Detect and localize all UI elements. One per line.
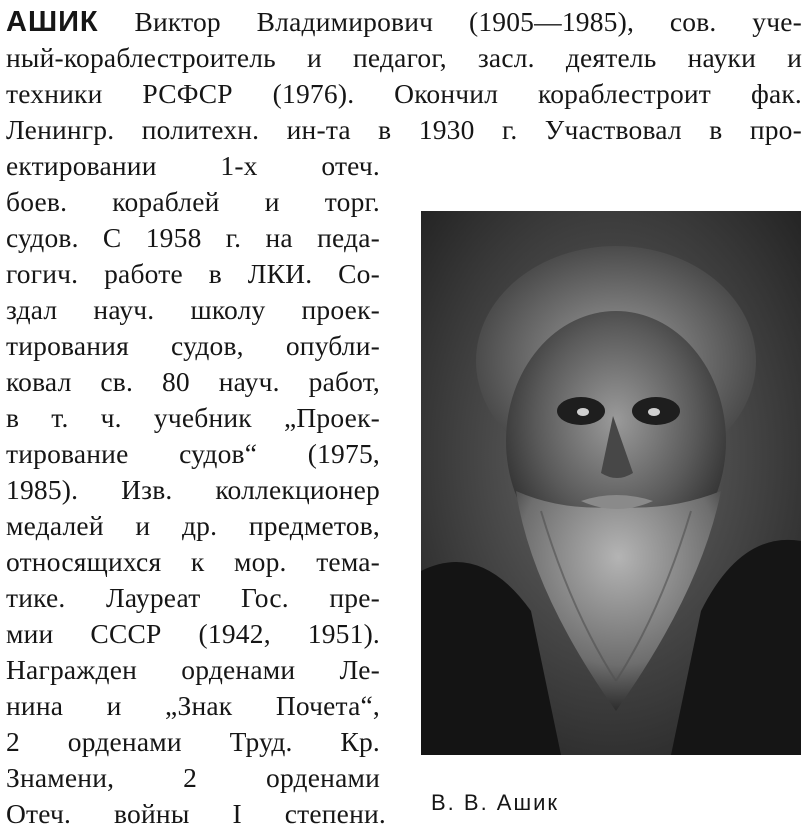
headword: АШИК xyxy=(6,6,99,38)
column-line: боев. кораблей и торг. xyxy=(6,186,380,217)
column-line: гогич. работе в ЛКИ. Со- xyxy=(6,258,380,289)
column-line: тирование судов“ (1975, xyxy=(6,438,380,469)
column-line: судов. С 1958 г. на педа- xyxy=(6,222,380,253)
column-line: тике. Лауреат Гос. пре- xyxy=(6,582,380,613)
portrait-caption: В. В. Ашик xyxy=(431,790,560,815)
text-line-4: Ленингр. политехн. ин-та в 1930 г. Участвовал в про- xyxy=(6,114,802,145)
column-line: нина и „Знак Почета“, xyxy=(6,690,380,721)
text-line-1 xyxy=(6,4,802,40)
column-line: 1985). Изв. коллекционер xyxy=(6,474,380,505)
column-line: мии СССР (1942, 1951). xyxy=(6,618,380,649)
column-line: в т. ч. учебник „Проек- xyxy=(6,402,380,433)
column-line: Награжден орденами Ле- xyxy=(6,654,380,685)
portrait-photo xyxy=(421,211,801,755)
column-line: здал науч. школу проек- xyxy=(6,294,380,325)
column-line: ковал св. 80 науч. работ, xyxy=(6,366,380,397)
column-line: относящихся к мор. тема- xyxy=(6,546,380,577)
column-line: Отеч. войны I степени. xyxy=(6,798,386,829)
text-line-1-rest: Виктор Владимирович (1905—1985), сов. уче- xyxy=(134,6,802,37)
column-line: медалей и др. предметов, xyxy=(6,510,380,541)
text-line-2: ный-кораблестроитель и педагог, засл. деятель науки и xyxy=(6,42,802,73)
column-line: 2 орденами Труд. Кр. xyxy=(6,726,380,757)
column-line: Знамени, 2 орденами xyxy=(6,762,380,793)
text-line-3: техники РСФСР (1976). Окончил кораблестроит фак. xyxy=(6,78,802,109)
column-line: ектировании 1-х отеч. xyxy=(6,150,380,181)
column-line: тирования судов, опубли- xyxy=(6,330,380,361)
